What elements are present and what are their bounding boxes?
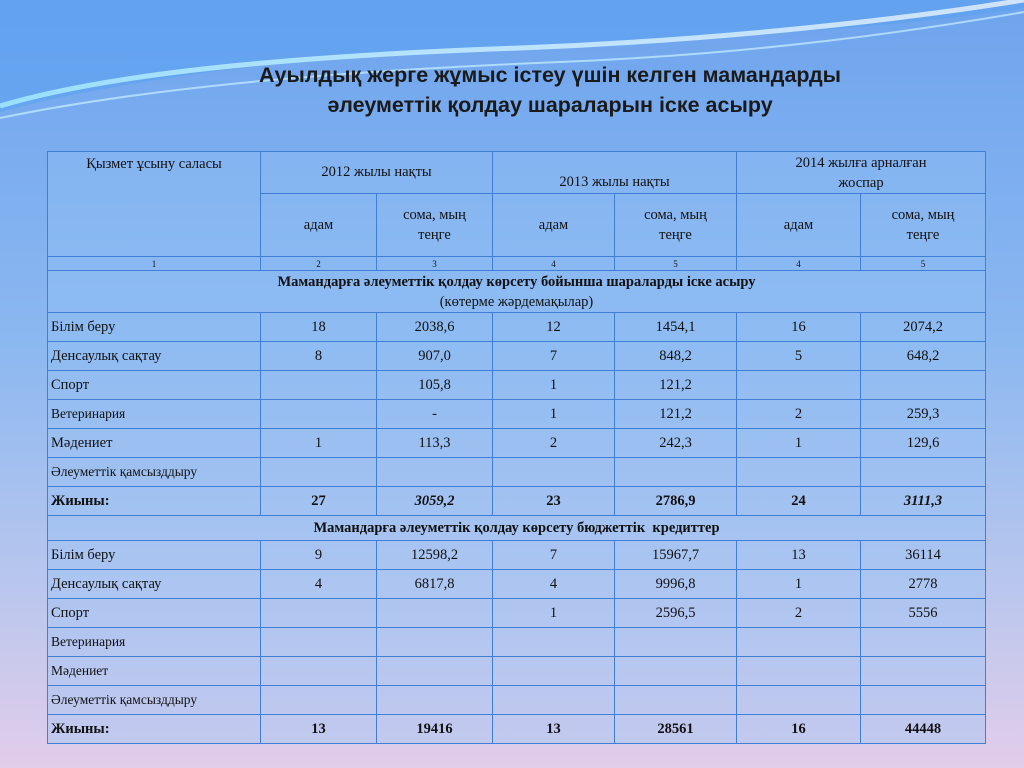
table-row [48,371,986,400]
table-row [48,342,986,371]
data-table [47,151,986,744]
table-row [48,400,986,429]
col-number: 4 [737,257,861,271]
cell: 15967,7 [615,541,737,570]
cell [615,657,737,686]
title-line-2: әлеуметтік қолдау шараларын іске асыру [327,93,773,117]
cell: 1 [261,429,377,458]
cell [493,657,615,686]
cell: 8 [261,342,377,371]
sum-line1: сома, мың [403,207,466,223]
cell [861,657,986,686]
cell: 2038,6 [377,313,493,342]
cell [615,458,737,487]
cell: 2 [737,599,861,628]
cell: 5556 [861,599,986,628]
cell [615,686,737,715]
column-number-row [48,257,986,271]
cell: 259,3 [861,400,986,429]
sum-line2: теңге [906,227,940,243]
cell: 27 [261,487,377,516]
cell [493,686,615,715]
cell [737,371,861,400]
header-2013: 2013 жылы нақты [493,152,737,194]
cell [861,371,986,400]
cell [861,628,986,657]
row-label: Спорт [48,599,261,628]
cell [377,628,493,657]
cell: 2 [493,429,615,458]
cell: 1 [493,371,615,400]
header-people-2014: адам [737,194,861,257]
row-label: Ветеринария [48,400,261,429]
row-label: Білім беру [48,313,261,342]
title-line-1: Ауылдық жерге жұмыс істеу үшін келген мамандарды [258,63,842,87]
section-1-title [48,271,986,313]
cell [493,458,615,487]
cell: 18 [261,313,377,342]
cell: 1 [493,599,615,628]
table-row [48,313,986,342]
cell [737,657,861,686]
col-number: 5 [615,257,737,271]
cell [377,657,493,686]
section-2-title-row [48,516,986,541]
cell [261,657,377,686]
cell: 2596,5 [615,599,737,628]
cell: 6817,8 [377,570,493,599]
row-label: Әлеуметтік қамсызддыру [48,686,261,715]
table-row [48,599,986,628]
cell: 907,0 [377,342,493,371]
col-number: 4 [493,257,615,271]
cell: 44448 [861,715,986,744]
col-number: 1 [48,257,261,271]
cell: 13 [737,541,861,570]
table-row [48,570,986,599]
col-number: 5 [861,257,986,271]
header-people-2013: адам [493,194,615,257]
cell: 13 [493,715,615,744]
cell [737,458,861,487]
header-sum-2012 [377,194,493,257]
cell: 9996,8 [615,570,737,599]
sum-line1: сома, мың [644,207,707,223]
cell [377,458,493,487]
cell [261,628,377,657]
cell: 105,8 [377,371,493,400]
col-number: 2 [261,257,377,271]
cell: 1 [737,429,861,458]
cell: 5 [737,342,861,371]
cell: 12598,2 [377,541,493,570]
cell: 121,2 [615,400,737,429]
cell: 2074,2 [861,313,986,342]
header-2014-line1: 2014 жылға арналған [795,154,927,171]
cell: 3111,3 [861,487,986,516]
table-row [48,429,986,458]
cell: 28561 [615,715,737,744]
cell: 129,6 [861,429,986,458]
header-sum-2014 [861,194,986,257]
sum-line2: теңге [659,227,692,243]
header-sum-2013 [615,194,737,257]
total-row [48,715,986,744]
cell [615,628,737,657]
page-title [140,60,960,120]
header-service-area: Қызмет ұсыну саласы [48,152,261,257]
header-row-years [48,152,986,194]
cell: - [377,400,493,429]
header-2012: 2012 жылы нақты [261,152,493,194]
row-label: Денсаулық сақтау [48,342,261,371]
cell: 19416 [377,715,493,744]
row-label: Ветеринария [48,628,261,657]
header-2014 [737,152,986,194]
cell: 1454,1 [615,313,737,342]
cell: 648,2 [861,342,986,371]
cell: 4 [493,570,615,599]
table-row [48,628,986,657]
cell: 2 [737,400,861,429]
cell [737,628,861,657]
header-people-2012: адам [261,194,377,257]
section-1-title-row [48,271,986,313]
cell [377,599,493,628]
cell: 7 [493,541,615,570]
cell: 24 [737,487,861,516]
total-label: Жиыны: [48,715,261,744]
cell: 13 [261,715,377,744]
total-label: Жиыны: [48,487,261,516]
header-2014-line2: жоспар [838,174,884,191]
table-row [48,541,986,570]
table-row [48,686,986,715]
cell: 3059,2 [377,487,493,516]
cell: 16 [737,715,861,744]
cell [861,458,986,487]
row-label: Мәдениет [48,657,261,686]
cell: 121,2 [615,371,737,400]
col-number: 3 [377,257,493,271]
cell: 16 [737,313,861,342]
cell: 113,3 [377,429,493,458]
cell: 2786,9 [615,487,737,516]
row-label: Денсаулық сақтау [48,570,261,599]
total-row [48,487,986,516]
cell: 12 [493,313,615,342]
cell: 848,2 [615,342,737,371]
section-2-title: Мамандарға әлеуметтік қолдау көрсету бюджеттік кредиттер [48,516,986,541]
cell: 1 [493,400,615,429]
cell [861,686,986,715]
cell: 23 [493,487,615,516]
cell [493,628,615,657]
cell: 36114 [861,541,986,570]
cell [261,400,377,429]
row-label: Білім беру [48,541,261,570]
section-1-title-line1: Мамандарға әлеуметтік қолдау көрсету бойынша шараларды іске асыру [277,273,756,290]
sum-line2: теңге [418,227,451,243]
table-row [48,458,986,487]
cell [377,686,493,715]
cell [737,686,861,715]
sum-line1: сома, мың [891,207,955,223]
cell: 242,3 [615,429,737,458]
cell [261,686,377,715]
cell: 4 [261,570,377,599]
table-row [48,657,986,686]
cell [261,458,377,487]
cell [261,599,377,628]
cell: 9 [261,541,377,570]
row-label: Спорт [48,371,261,400]
row-label: Әлеуметтік қамсызддыру [48,458,261,487]
cell: 2778 [861,570,986,599]
row-label: Мәдениет [48,429,261,458]
section-1-title-line2: (көтерме жәрдемақылар) [439,293,594,310]
cell: 1 [737,570,861,599]
cell: 7 [493,342,615,371]
cell [261,371,377,400]
